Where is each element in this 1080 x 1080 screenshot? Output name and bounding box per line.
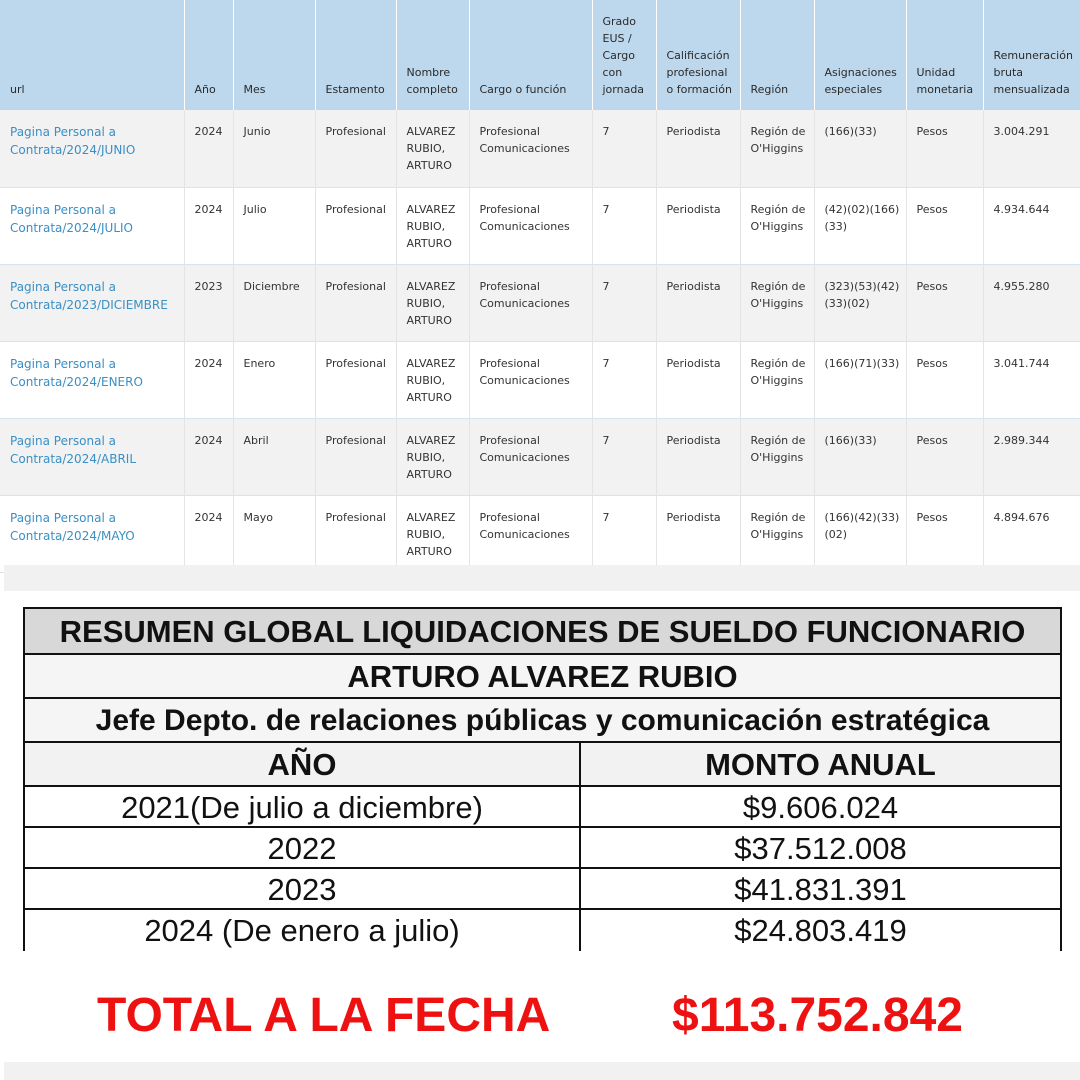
cell-grado: 7 [592, 341, 656, 418]
header-url[interactable]: url [0, 0, 184, 110]
summary-year: 2022 [25, 828, 581, 867]
cell-unidad: Pesos [906, 187, 983, 264]
cell-cargo: Profesional Comunicaciones [469, 418, 592, 495]
cell-region: Región de O'Higgins [740, 418, 814, 495]
cell-region: Región de O'Higgins [740, 341, 814, 418]
cell-url [0, 495, 184, 572]
cell-asignaciones: (166)(71)(33) [814, 341, 906, 418]
table-row [0, 418, 1080, 495]
cell-calificacion: Periodista [656, 264, 740, 341]
cell-grado: 7 [592, 187, 656, 264]
cell-region: Región de O'Higgins [740, 187, 814, 264]
cell-unidad: Pesos [906, 495, 983, 572]
cell-cargo: Profesional Comunicaciones [469, 264, 592, 341]
employee-name: ARTURO ALVAREZ RUBIO [25, 655, 1060, 699]
cell-nombre: ALVAREZ RUBIO, ARTURO [396, 187, 469, 264]
header-asignaciones[interactable]: Asignaciones especiales [814, 0, 906, 110]
cell-calificacion: Periodista [656, 110, 740, 187]
header-mes[interactable]: Mes [233, 0, 315, 110]
divider-strip [4, 565, 1080, 591]
summary-header-row [25, 743, 1060, 787]
cell-remuneracion: 3.041.744 [983, 341, 1080, 418]
cell-url [0, 418, 184, 495]
cell-anio: 2024 [184, 495, 233, 572]
cell-unidad: Pesos [906, 418, 983, 495]
cell-asignaciones: (166)(33) [814, 110, 906, 187]
cell-url [0, 341, 184, 418]
cell-nombre: ALVAREZ RUBIO, ARTURO [396, 110, 469, 187]
cell-asignaciones: (42)(02)(166)(33) [814, 187, 906, 264]
cell-region: Región de O'Higgins [740, 495, 814, 572]
cell-anio: 2023 [184, 264, 233, 341]
header-grado[interactable]: Grado EUS / Cargo con jornada [592, 0, 656, 110]
summary-table [23, 607, 1062, 951]
row-link[interactable]: Pagina Personal a Contrata/2024/JUNIO [10, 125, 136, 157]
cell-anio: 2024 [184, 187, 233, 264]
cell-estamento: Profesional [315, 341, 396, 418]
cell-url [0, 264, 184, 341]
cell-estamento: Profesional [315, 110, 396, 187]
cell-unidad: Pesos [906, 110, 983, 187]
header-region[interactable]: Región [740, 0, 814, 110]
summary-row [25, 869, 1060, 910]
cell-unidad: Pesos [906, 341, 983, 418]
summary-row [25, 910, 1060, 951]
table-row [0, 264, 1080, 341]
cell-estamento: Profesional [315, 187, 396, 264]
cell-estamento: Profesional [315, 495, 396, 572]
header-remuneracion[interactable]: Remuneración bruta mensualizada [983, 0, 1080, 110]
bottom-strip [4, 1062, 1080, 1080]
cell-asignaciones: (166)(33) [814, 418, 906, 495]
table-row [0, 341, 1080, 418]
summary-amount: $41.831.391 [734, 872, 907, 907]
cell-url [0, 110, 184, 187]
cell-url [0, 187, 184, 264]
cell-anio: 2024 [184, 110, 233, 187]
header-calificacion[interactable]: Calificación profesional o formación [656, 0, 740, 110]
header-estamento[interactable]: Estamento [315, 0, 396, 110]
col-amount-header: MONTO ANUAL [705, 747, 936, 782]
col-year-header: AÑO [25, 743, 581, 785]
table-header-row [0, 0, 1080, 110]
cell-nombre: ALVAREZ RUBIO, ARTURO [396, 341, 469, 418]
cell-asignaciones: (166)(42)(33)(02) [814, 495, 906, 572]
cell-calificacion: Periodista [656, 187, 740, 264]
summary-title: RESUMEN GLOBAL LIQUIDACIONES DE SUELDO FUNCIONARIO [25, 609, 1060, 655]
cell-mes: Mayo [233, 495, 315, 572]
summary-amount: $24.803.419 [734, 913, 907, 948]
summary-amount: $37.512.008 [734, 831, 907, 866]
cell-grado: 7 [592, 110, 656, 187]
summary-year: 2023 [25, 869, 581, 908]
total-label: TOTAL A LA FECHA [97, 989, 551, 1042]
cell-grado: 7 [592, 418, 656, 495]
cell-cargo: Profesional Comunicaciones [469, 187, 592, 264]
cell-mes: Junio [233, 110, 315, 187]
cell-calificacion: Periodista [656, 341, 740, 418]
row-link[interactable]: Pagina Personal a Contrata/2024/MAYO [10, 510, 135, 543]
cell-region: Región de O'Higgins [740, 264, 814, 341]
cell-cargo: Profesional Comunicaciones [469, 341, 592, 418]
summary-row [25, 787, 1060, 828]
cell-remuneracion: 4.955.280 [983, 264, 1080, 341]
cell-cargo: Profesional Comunicaciones [469, 110, 592, 187]
table-row [0, 495, 1080, 572]
summary-row [25, 828, 1060, 869]
summary-year: 2021(De julio a diciembre) [25, 787, 581, 826]
cell-remuneracion: 2.989.344 [983, 418, 1080, 495]
header-nombre[interactable]: Nombre completo [396, 0, 469, 110]
cell-remuneracion: 4.894.676 [983, 495, 1080, 572]
cell-region: Región de O'Higgins [740, 110, 814, 187]
cell-mes: Abril [233, 418, 315, 495]
cell-remuneracion: 3.004.291 [983, 110, 1080, 187]
header-anio[interactable]: Año [184, 0, 233, 110]
employee-role: Jefe Depto. de relaciones públicas y comunicación estratégica [25, 699, 1060, 743]
cell-nombre: ALVAREZ RUBIO, ARTURO [396, 418, 469, 495]
row-link[interactable]: Pagina Personal a Contrata/2024/JULIO [10, 202, 133, 235]
cell-estamento: Profesional [315, 418, 396, 495]
row-link[interactable]: Pagina Personal a Contrata/2023/DICIEMBRE [10, 279, 168, 312]
cell-mes: Enero [233, 341, 315, 418]
cell-anio: 2024 [184, 418, 233, 495]
cell-grado: 7 [592, 264, 656, 341]
cell-anio: 2024 [184, 341, 233, 418]
header-cargo[interactable]: Cargo o función [469, 0, 592, 110]
cell-calificacion: Periodista [656, 418, 740, 495]
header-unidad[interactable]: Unidad monetaria [906, 0, 983, 110]
cell-nombre: ALVAREZ RUBIO, ARTURO [396, 495, 469, 572]
cell-asignaciones: (323)(53)(42)(33)(02) [814, 264, 906, 341]
summary-year: 2024 (De enero a julio) [25, 910, 581, 951]
row-link[interactable]: Pagina Personal a Contrata/2024/ABRIL [10, 433, 137, 466]
cell-grado: 7 [592, 495, 656, 572]
cell-unidad: Pesos [906, 264, 983, 341]
cell-mes: Julio [233, 187, 315, 264]
cell-nombre: ALVAREZ RUBIO, ARTURO [396, 264, 469, 341]
cell-mes: Diciembre [233, 264, 315, 341]
cell-remuneracion: 4.934.644 [983, 187, 1080, 264]
cell-cargo: Profesional Comunicaciones [469, 495, 592, 572]
total-value: $113.752.842 [672, 989, 963, 1042]
table-row [0, 110, 1080, 187]
cell-estamento: Profesional [315, 264, 396, 341]
row-link[interactable]: Pagina Personal a Contrata/2024/ENERO [10, 356, 143, 389]
table-row [0, 187, 1080, 264]
cell-calificacion: Periodista [656, 495, 740, 572]
summary-amount: $9.606.024 [742, 790, 899, 825]
